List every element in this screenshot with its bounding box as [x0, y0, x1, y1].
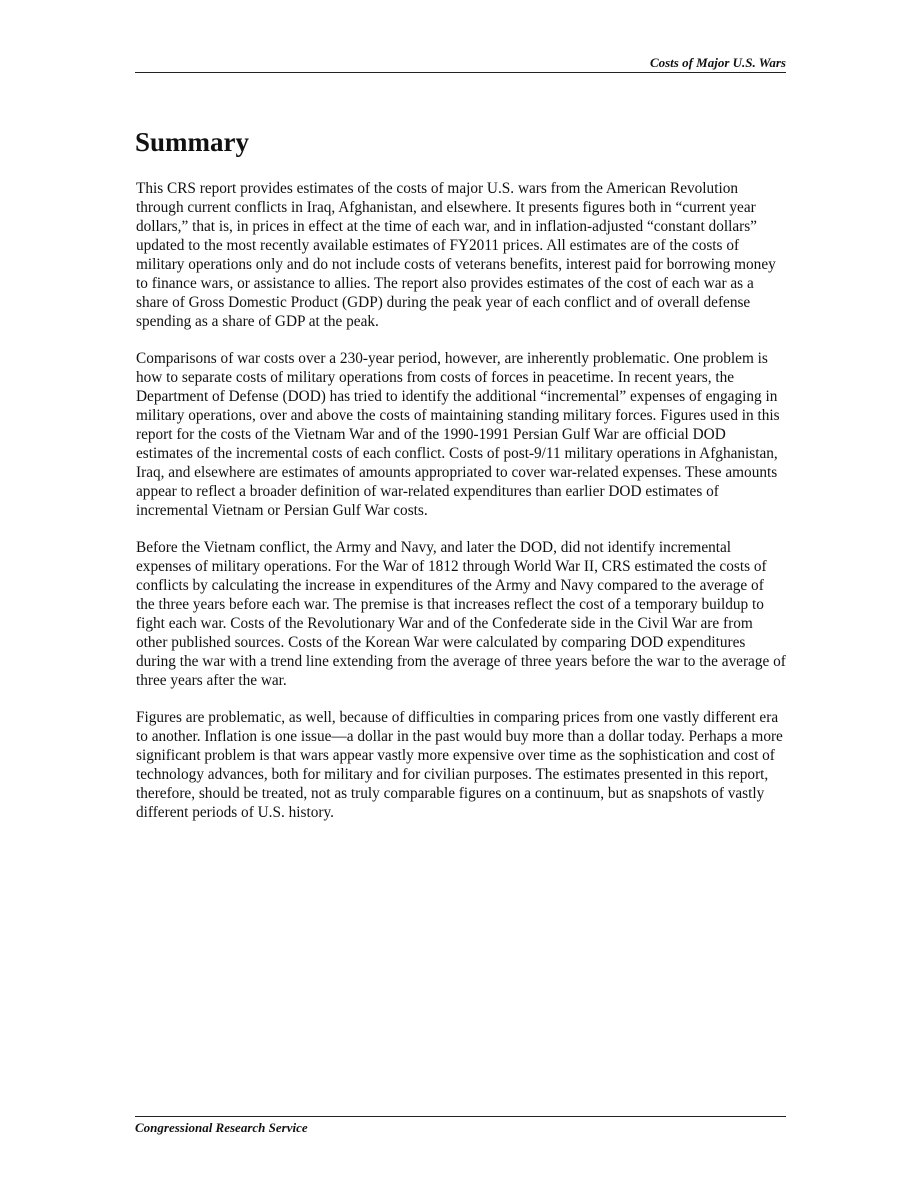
running-header-title: Costs of Major U.S. Wars: [649, 55, 786, 70]
section-heading: Summary: [135, 127, 249, 157]
summary-body: [136, 179, 786, 840]
paragraph-price-comparison: Figures are problematic, as well, because of difficulties in comparing prices from one vastly different era to another. Inflation is one issue—a dollar in the past would buy more than a dollar today. Perhaps a more significant problem is that wars appear vastly more expensive over time as the sophistication and cost of technology advances, both for military and for civilian purposes. The estimates presented in this report, therefore, should be treated, not as truly comparable figures on a continuum, but as snapshots of vastly different periods of U.S. history.: [136, 709, 783, 821]
paragraph-comparison-problems: Comparisons of war costs over a 230-year period, however, are inherently problematic. One problem is how to separate costs of military operations from costs of forces in peacetime. In recent years, the Department of Defense (DOD) has tried to identify the additional “incremental” expenses of engaging in military operations, over and above the costs of maintaining standing military forces. Figures used in this report for the costs of the Vietnam War and of the 1990-1991 Persian Gulf War are official DOD estimates of the incremental costs of each conflict. Costs of post-9/11 military operations in Afghanistan, Iraq, and elsewhere are estimates of amounts appropriated to cover war-related expenses. These amounts appear to reflect a broader definition of war-related expenditures than earlier DOD estimates of incremental Vietnam or Persian Gulf War costs.: [136, 350, 780, 519]
footer-rule: [135, 1116, 786, 1117]
paragraph-overview: This CRS report provides estimates of the costs of major U.S. wars from the American Revolution through current conflicts in Iraq, Afghanistan, and elsewhere. It presents figures both in “current year dollars,” that is, in prices in effect at the time of each war, and in inflation-adjusted “constant dollars” updated to the most recently available estimates of FY2011 prices. All estimates are of the costs of military operations only and do not include costs of veterans benefits, interest paid for borrowing money to finance wars, or assistance to allies. The report also provides estimates of the cost of each war as a share of Gross Domestic Product (GDP) during the peak year of each conflict and of overall defense spending as a share of GDP at the peak.: [136, 180, 776, 330]
header-rule: [135, 72, 786, 73]
paragraph-methodology: Before the Vietnam conflict, the Army and Navy, and later the DOD, did not identify incremental expenses of military operations. For the War of 1812 through World War II, CRS estimated the costs of conflicts by calculating the increase in expenditures of the Army and Navy compared to the average of the three years before each war. The premise is that increases reflect the cost of a temporary buildup to fight each war. Costs of the Revolutionary War and of the Confederate side in the Civil War are from other published sources. Costs of the Korean War were calculated by comparing DOD expenditures during the war with a trend line extending from the average of three years before the war to the average of three years after the war.: [136, 539, 786, 689]
running-footer-organization: Congressional Research Service: [135, 1120, 308, 1135]
